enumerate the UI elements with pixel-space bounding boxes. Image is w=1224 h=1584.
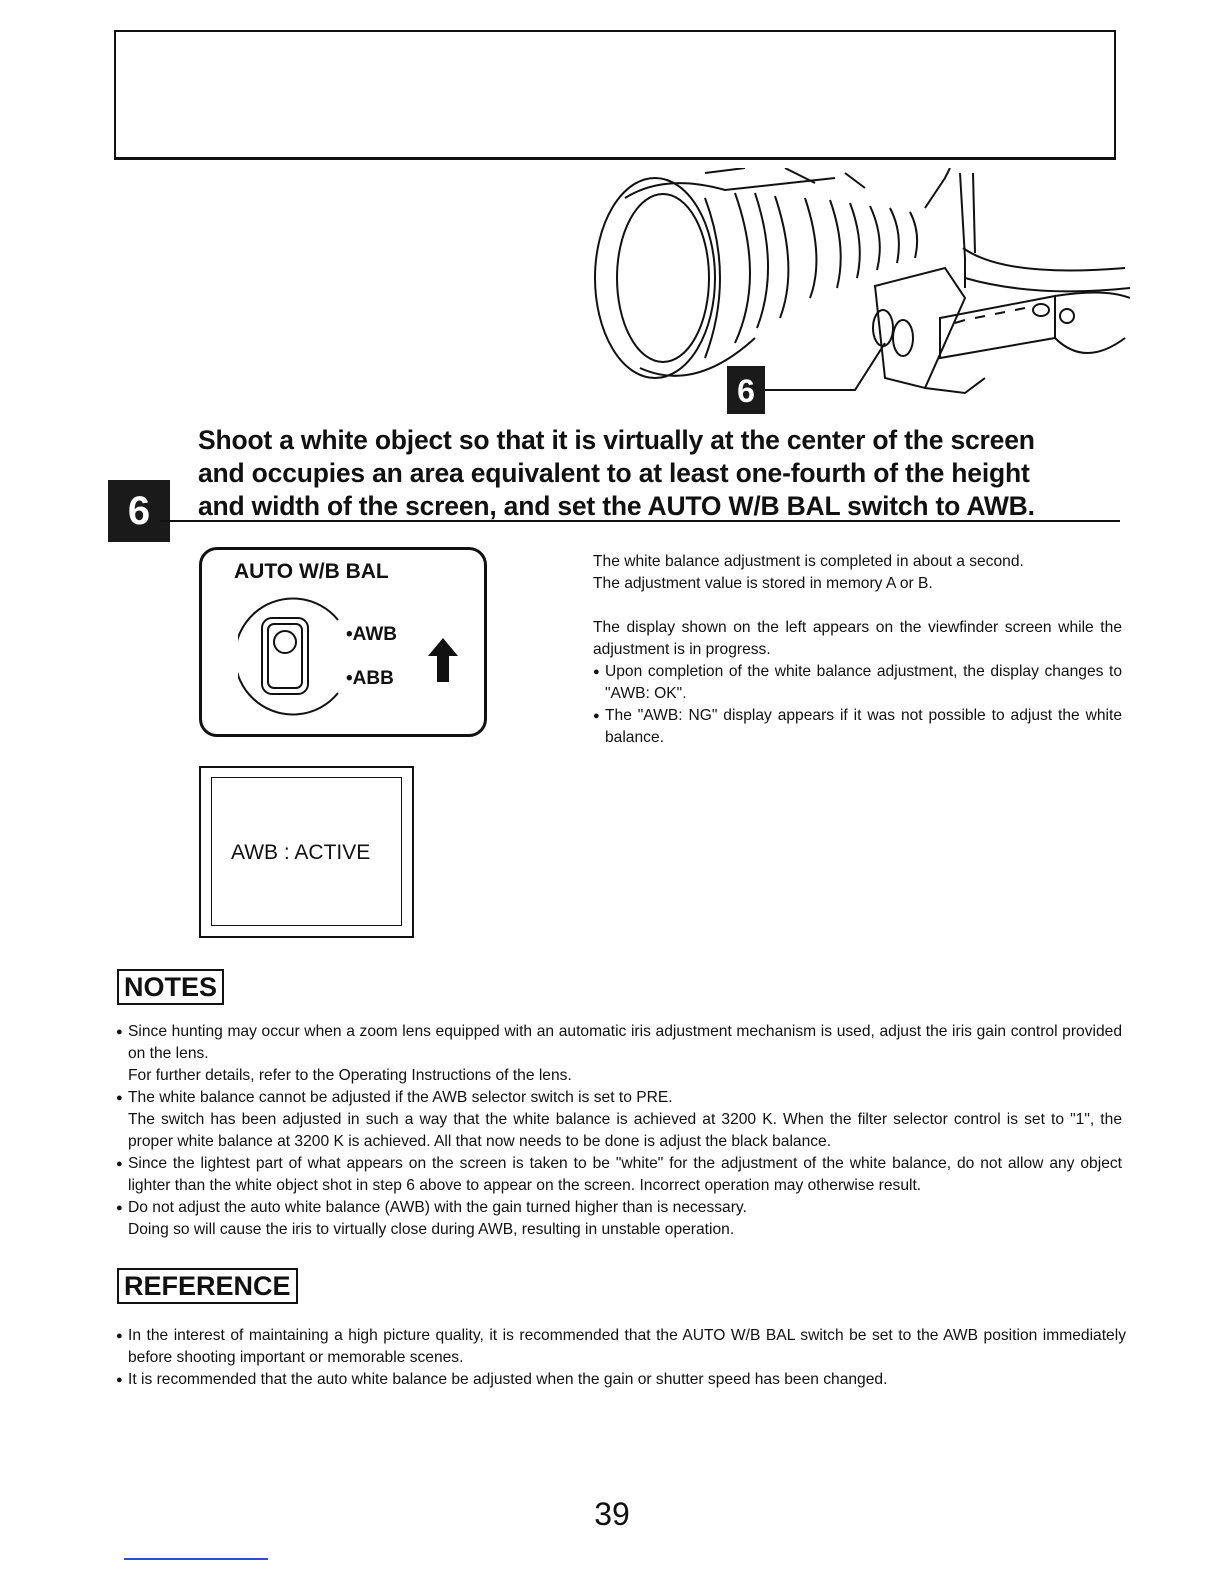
bullet-icon: ● [593,666,600,678]
callout-step-number: 6 [737,373,755,409]
note-text: The white balance cannot be adjusted if the AWB selector switch is set to PRE. [128,1089,673,1106]
bullet-icon: ● [116,1330,123,1342]
reference-text: In the interest of maintaining a high picture quality, it is recommended that the AUTO W/B BAL switch be set to the AWB position immediately before shooting important or memorable scenes. [128,1327,1126,1366]
note-item [116,1197,1122,1219]
step-heading-line: and width of the screen, and set the AUTO W/B BAL switch to AWB. [198,491,1035,521]
switch-diagram [238,590,468,725]
camera-illustration [585,168,1130,418]
step-heading [198,424,1118,523]
note-text: Since the lightest part of what appears on the screen is taken to be "white" for the adjustment of the white balance, do not allow any object lighter than the white object shot in step 6 above to appear on the screen. Incorrect operation may otherwise result. [128,1155,1122,1194]
note-item [116,1153,1122,1197]
viewfinder-status-text: AWB : ACTIVE [231,841,371,864]
note-item [116,1021,1122,1065]
description-bullet: Upon completion of the white balance adjustment, the display changes to "AWB: OK". [605,663,1122,702]
note-text: Since hunting may occur when a zoom lens equipped with an automatic iris adjustment mechanism is used, adjust the iris gain control provided on the lens. [128,1023,1122,1062]
step-heading-line: and occupies an area equivalent to at least one-fourth of the height [198,458,1030,488]
switch-panel-title: AUTO W/B BAL [234,560,389,583]
note-text: Do not adjust the auto white balance (AWB) with the gain turned higher than is necessary. [128,1199,747,1216]
page-number: 39 [594,1496,630,1532]
bullet-icon: ● [116,1202,123,1214]
step-heading-line: Shoot a white object so that it is virtually at the center of the screen [198,425,1035,455]
notes-heading: NOTES [117,969,224,1005]
switch-knob [274,631,296,653]
blank-frame [114,30,1116,160]
description-line: The adjustment value is stored in memory A or B. [593,575,933,592]
reference-item [116,1325,1126,1369]
footer-rule [124,1558,268,1560]
reference-text: It is recommended that the auto white balance be adjusted when the gain or shutter speed has been changed. [128,1371,888,1388]
bullet-icon: ● [116,1374,123,1386]
description-bullet: The "AWB: NG" display appears if it was not possible to adjust the white balance. [605,707,1122,746]
step-number-badge: 6 [108,480,170,542]
abb-position-label: •ABB [346,668,394,689]
bullet-icon: ● [116,1026,123,1038]
description-line: The white balance adjustment is completed in about a second. [593,553,1024,570]
description-paragraph: The display shown on the left appears on the viewfinder screen while the adjustment is in progress. [593,619,1122,658]
bullet-icon: ● [593,710,600,722]
bullet-icon: ● [116,1092,123,1104]
note-subtext: For further details, refer to the Operating Instructions of the lens. [128,1067,572,1084]
reference-list [116,1325,1126,1391]
notes-list [116,1021,1122,1241]
bullet-icon: ● [116,1158,123,1170]
note-item [116,1087,1122,1109]
reference-heading: REFERENCE [117,1268,298,1304]
reference-item [116,1369,1126,1391]
note-subtext: Doing so will cause the iris to virtually close during AWB, resulting in unstable operation. [128,1221,735,1238]
up-arrow-icon [428,638,458,682]
awb-position-label: •AWB [346,624,397,645]
step-description [593,551,1122,749]
heading-divider [160,520,1120,522]
switch-housing [238,599,338,715]
note-subtext: The switch has been adjusted in such a way that the white balance is achieved at 3200 K. When the filter selector control is set to "1", the proper white balance at 3200 K is achieved. All that now needs to be done is adjust the black balance. [128,1111,1122,1150]
